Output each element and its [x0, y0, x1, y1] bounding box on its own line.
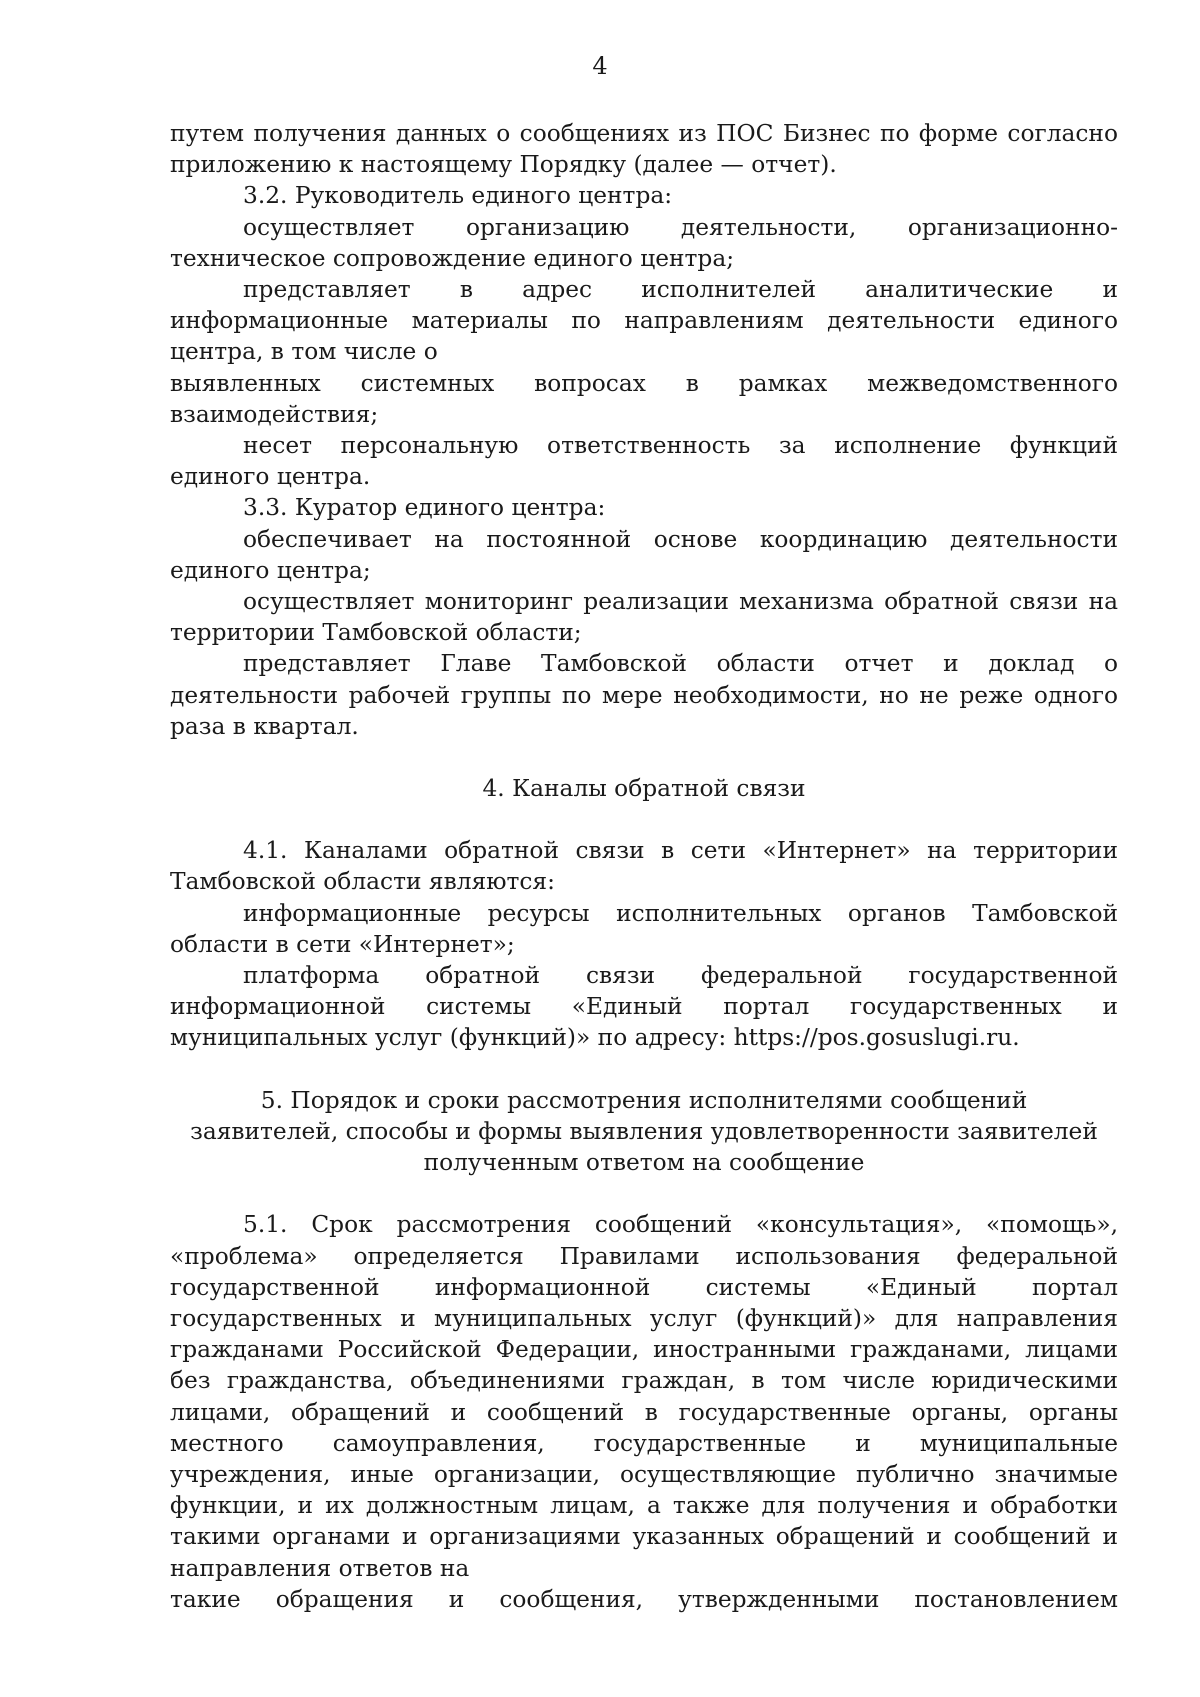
section-4-heading: 4. Каналы обратной связи [482, 775, 806, 803]
clause-4-1: 4.1. Каналами обратной связи в сети «Интернет» на территории Тамбовской области являются: [170, 837, 1118, 896]
section-5-heading-line: заявителей, способы и формы выявления удовлетворенности заявителей [190, 1117, 1098, 1145]
clause-3-2-item-materials-cont: выявленных системных вопросах в рамках межведомственного [170, 369, 1118, 397]
clause-4-1-item-resources-end: области в сети «Интернет»; [170, 930, 515, 958]
paragraph-continuation: путем получения данных о сообщениях из ПОС Бизнес по форме согласно приложению к настоящему Порядку (далее — отчет). [170, 120, 1118, 179]
page-number: 4 [592, 52, 608, 80]
clause-3-3-item-monitoring: осуществляет мониторинг реализации механизма обратной связи на территории Тамбовской области; [170, 588, 1118, 647]
clause-3-2-item-responsibility: несет персональную ответственность за исполнение функций единого центра. [170, 432, 1118, 491]
section-5-heading-line: 5. Порядок и сроки рассмотрения исполнителями сообщений [260, 1086, 1028, 1114]
section-5-heading [170, 1085, 1118, 1179]
clause-3-2-item-materials-end: взаимодействия; [170, 400, 379, 428]
clause-3-3-item-coordination-end: единого центра; [170, 556, 371, 584]
document-body [170, 118, 1118, 1615]
clause-4-1-item-platform-cont: информационной системы «Единый портал государственных и [170, 993, 1118, 1021]
clause-3-2-item-organization: осуществляет организацию деятельности, организационно-техническое сопровождение единого центра; [170, 213, 1118, 272]
clause-4-1-item-platform-end: муниципальных услуг (функций)» по адресу: https://pos.gosuslugi.ru. [170, 1024, 1020, 1052]
clause-3-3-item-report: представляет Главе Тамбовской области отчет и доклад о деятельности рабочей группы по мере необходимости, но не реже одного раза в квартал. [170, 650, 1118, 740]
clause-3-3-title: 3.3. Куратор единого центра: [243, 494, 606, 522]
clause-3-3-item-coordination: обеспечивает на постоянной основе координацию деятельности [243, 525, 1118, 553]
clause-4-1-item-platform: платформа обратной связи федеральной государственной [243, 962, 1118, 990]
clause-4-1-item-resources: информационные ресурсы исполнительных органов Тамбовской [243, 899, 1118, 927]
clause-3-2-title: 3.2. Руководитель единого центра: [243, 182, 673, 210]
clause-5-1: 5.1. Срок рассмотрения сообщений «консультация», «помощь», «проблема» определяется Правилами использования федеральной государственной информационной системы «Единый портал государственных и муниципальных услуг (функций)» для направления гражданами Российской Федерации, иностранными гражданами, лицами без гражданства, объединениями граждан, в том числе юридическими лицами, обращений и сообщений в государственные органы, органы местного самоуправления, государственные и муниципальные учреждения, иные организации, осуществляющие публично значимые функции, и их должностным лицам, а также для получения и обработки такими органами и организациями указанных обращений и сообщений и направления ответов на [170, 1211, 1118, 1582]
clause-3-2-item-materials: представляет в адрес исполнителей аналитические и информационные материалы по направлениям деятельности единого центра, в том числе о [170, 276, 1118, 366]
section-5-heading-line: полученным ответом на сообщение [423, 1149, 865, 1177]
clause-5-1-last-line: такие обращения и сообщения, утвержденными постановлением [170, 1585, 1118, 1613]
